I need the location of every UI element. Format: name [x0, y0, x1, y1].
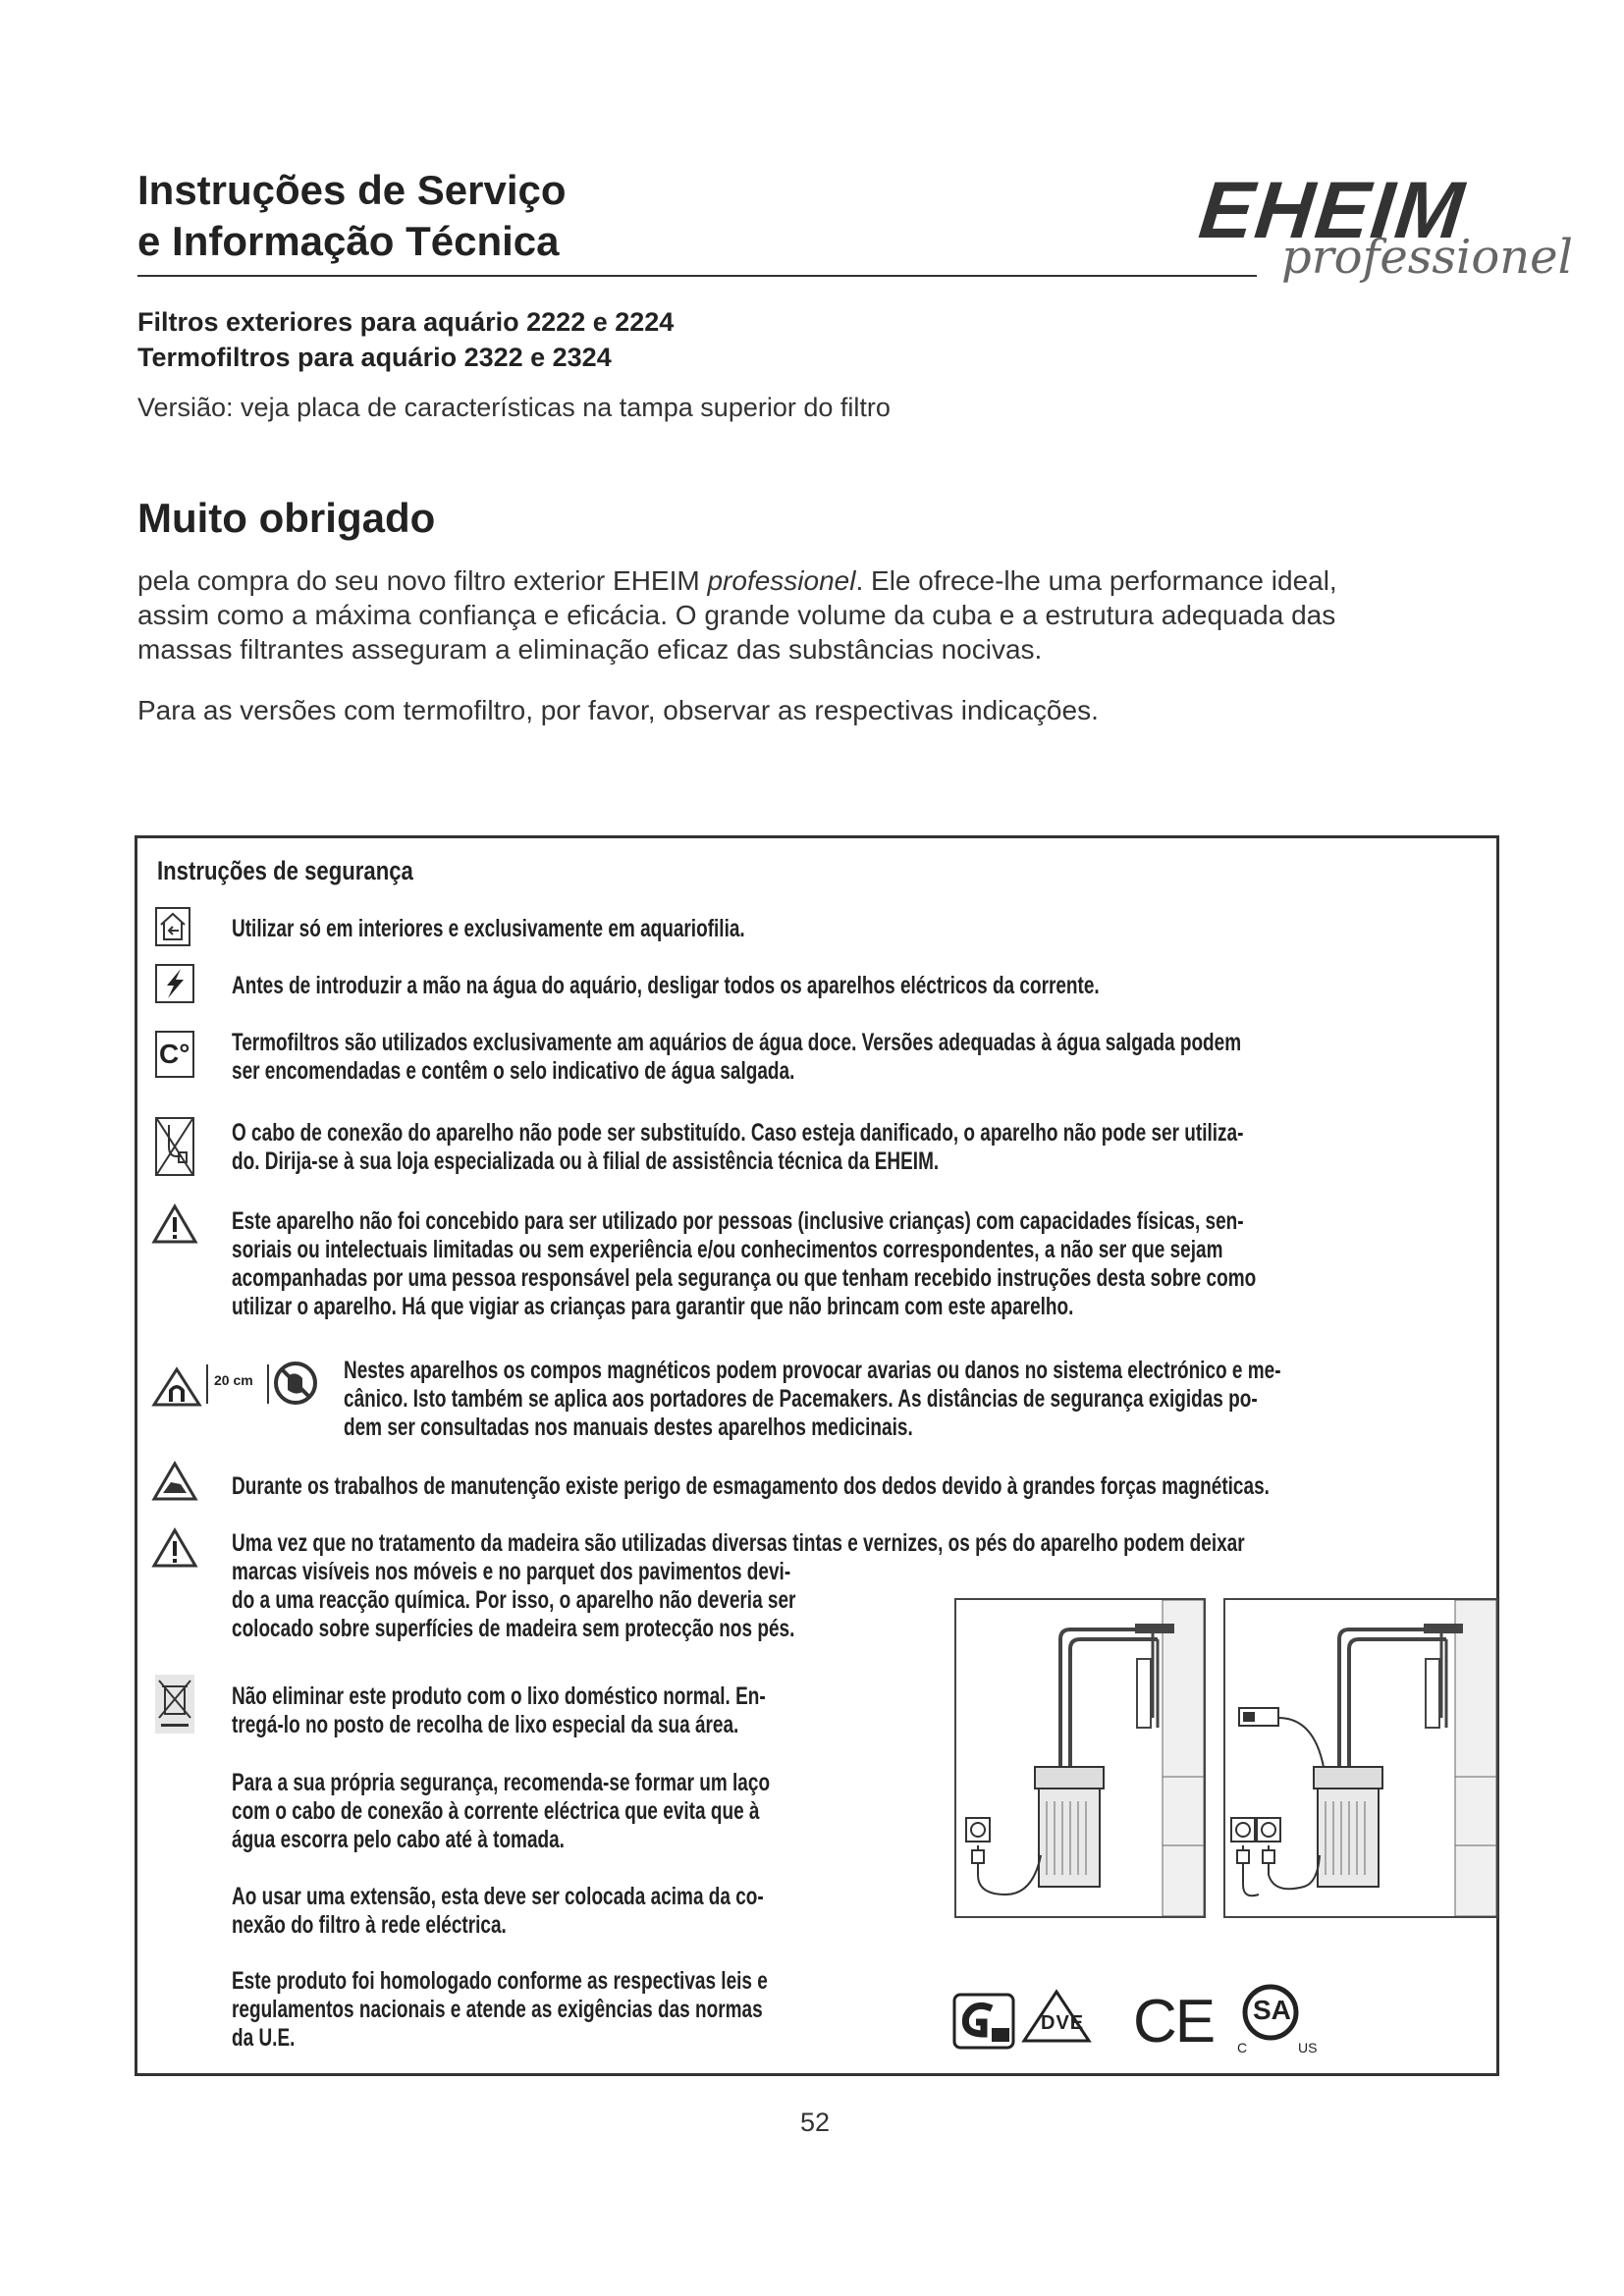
wood-line-1: Uma vez que no tratamento da madeira são utilizadas diversas tintas e vernizes, os pés do aparelho podem deixar — [232, 1529, 1245, 1557]
magnet-warning-icon — [151, 1366, 202, 1408]
persons-line-3: acompanhadas por uma pessoa responsável pela segurança ou que tenham recebido instruções desta sobre como — [232, 1264, 1257, 1292]
eheim-logo — [1188, 165, 1573, 302]
magnet-line-3: dem ser consultadas nos manuais destes aparelhos medicinais. — [344, 1414, 913, 1441]
warning-triangle-icon — [151, 1527, 198, 1569]
distance-bar-left — [206, 1364, 208, 1404]
csa-mark-label: SA — [1253, 1995, 1291, 2025]
title-line-2: e Informação Técnica — [137, 218, 560, 264]
safety-title: Instruções de segurança — [157, 856, 413, 885]
extension-illustration-2 — [1223, 1598, 1498, 1918]
extension-line-1: Ao usar uma extensão, esta deve ser colocada acima da co- — [232, 1883, 764, 1910]
header-divider — [137, 275, 1257, 277]
disposal-line-2: tregá-lo no posto de recolha de lixo especial da sua área. — [232, 1711, 739, 1738]
distance-label: 20 cm — [214, 1372, 253, 1388]
thermofilter-note: Para as versões com termofiltro, por favor, observar as respectivas indicações. — [137, 695, 1099, 725]
crush-text: Durante os trabalhos de manutenção existe perigo de esmagamento dos dedos devido à grandes forças magnéticas. — [232, 1472, 1270, 1500]
cable-no-replace-icon — [155, 1117, 194, 1176]
logo-brand: EHEIM — [1195, 166, 1470, 255]
extension-text — [232, 1883, 764, 1940]
approval-line-1: Este produto foi homologado conforme as respectivas leis e — [232, 1967, 768, 1995]
disposal-text — [232, 1682, 858, 1739]
product-line-2: Termofiltros para aquário 2322 e 2324 — [137, 343, 612, 372]
no-pacemaker-icon — [273, 1361, 318, 1406]
title-line-1: Instruções de Serviço — [137, 167, 567, 213]
wood-line-2: marcas visíveis nos móveis e no parquet dos pavimentos devi- — [232, 1558, 791, 1585]
drip-loop-line-2: com o cabo de conexão à corrente eléctrica que evita que à — [232, 1797, 760, 1825]
wood-line-4: colocado sobre superfícies de madeira sem protecção nos pés. — [232, 1615, 795, 1642]
intro-line-2: assim como a máxima confiança e eficácia. O grande volume da cuba e a estrutura adequada das — [137, 600, 1336, 630]
extension-line-2: nexão do filtro à rede eléctrica. — [232, 1911, 507, 1939]
product-lines — [137, 304, 674, 375]
indoor-house-icon — [155, 907, 190, 946]
magnet-text — [344, 1357, 1281, 1442]
csa-us-label: US — [1298, 2040, 1318, 2056]
thermofilter-line-2: ser encomendadas e contêm o selo indicativo de água salgada. — [232, 1057, 795, 1085]
thermofilter-text — [232, 1029, 1241, 1086]
celsius-label: C° — [159, 1039, 190, 1069]
electric-shock-icon — [155, 964, 194, 1003]
thermofilter-icon — [155, 1031, 194, 1078]
warning-triangle-icon — [151, 1203, 198, 1245]
weee-bin-icon — [155, 1675, 194, 1734]
cable-text — [232, 1119, 1243, 1176]
thanks-paragraph — [137, 563, 1512, 667]
drip-loop-line-3: água escorra pelo cabo até à tomada. — [232, 1826, 565, 1853]
persons-text — [232, 1207, 1256, 1321]
logo-subtitle: professionel — [1281, 230, 1573, 285]
ce-mark: CE — [1133, 1988, 1215, 2056]
thermofilter-line-1: Termofiltros são utilizados exclusivamente am aquários de água doce. Versões adequadas à água salgada podem — [232, 1029, 1242, 1056]
approval-text — [232, 1967, 768, 2053]
indoor-use-text: Utilizar só em interiores e exclusivamente em aquariofilia. — [232, 915, 745, 942]
intro-line-3: massas filtrantes asseguram a eliminação eficaz das substâncias nocivas. — [137, 634, 1043, 665]
approval-line-2: regulamentos nacionais e atende as exigências das normas — [232, 1996, 763, 2023]
csa-c-label: C — [1237, 2040, 1248, 2056]
drip-loop-illustration-1 — [954, 1598, 1206, 1918]
thanks-heading: Muito obrigado — [137, 495, 436, 541]
persons-line-4: utilizar o aparelho. Há que vigiar as crianças para garantir que não brincam com este aparelho. — [232, 1293, 1074, 1320]
dve-certification-icon — [1021, 1989, 1092, 2044]
disposal-line-1: Não eliminar este produto com o lixo doméstico normal. En- — [232, 1682, 766, 1710]
wood-line-3: do a uma reacção química. Por isso, o aparelho não deveria ser — [232, 1586, 796, 1614]
gs-certification-icon — [952, 1993, 1015, 2050]
persons-line-2: soriais ou intelectuais limitadas ou sem experiência e/ou conhecimentos correspondentes, a não ser que sejam — [232, 1236, 1223, 1263]
distance-bar-right — [267, 1364, 269, 1404]
document-title — [137, 165, 567, 267]
approval-line-3: da U.E. — [232, 2024, 296, 2052]
magnet-line-2: cânico. Isto também se aplica aos portadores de Pacemakers. As distâncias de segurança exigidas po- — [344, 1385, 1258, 1413]
unplug-text: Antes de introduzir a mão na água do aquário, desligar todos os aparelhos eléctricos da corrente. — [232, 972, 1100, 999]
persons-line-1: Este aparelho não foi concebido para ser utilizado por pessoas (inclusive crianças) com capacidades físicas, sen- — [232, 1207, 1244, 1235]
drip-loop-text — [232, 1769, 770, 1854]
version-note: Versião: veja placa de características na tampa superior do filtro — [137, 393, 891, 422]
intro-text-b: . Ele ofrece-lhe uma performance ideal, — [855, 565, 1337, 596]
dve-label: DVE — [1041, 2012, 1085, 2034]
intro-text-a: pela compra do seu novo filtro exterior EHEIM — [137, 565, 708, 596]
cable-line-2: do. Dirija-se à sua loja especializada ou à filial de assistência técnica da EHEIM. — [232, 1148, 940, 1175]
intro-italic: professionel — [707, 565, 856, 596]
drip-loop-line-1: Para a sua própria segurança, recomenda-se formar um laço — [232, 1769, 771, 1796]
page-number: 52 — [800, 2108, 831, 2137]
cable-line-1: O cabo de conexão do aparelho não pode ser substituído. Caso esteja danificado, o aparelho não pode ser utiliza- — [232, 1119, 1244, 1147]
product-line-1: Filtros exteriores para aquário 2222 e 2224 — [137, 307, 675, 337]
csa-certification-icon — [1237, 1983, 1318, 2056]
magnet-line-1: Nestes aparelhos os compos magnéticos podem provocar avarias ou danos no sistema electrónico e me- — [344, 1357, 1281, 1384]
crush-warning-icon — [151, 1461, 198, 1502]
